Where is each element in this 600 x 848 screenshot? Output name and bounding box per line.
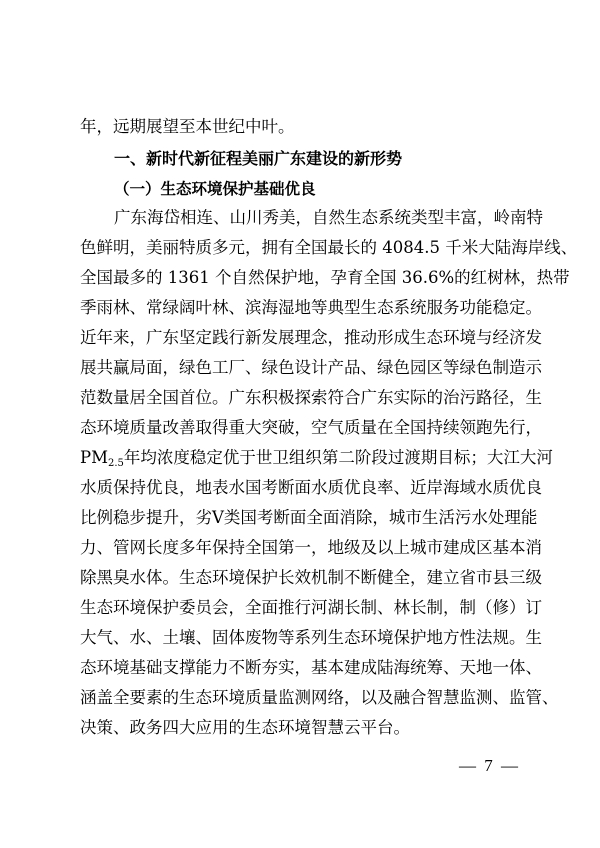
body-line: 全国最多的 1361 个自然保护地，孕育全国 36.6%的红树林，热带: [80, 268, 570, 287]
body-line: 决策、政务四大应用的生态环境智慧云平台。: [80, 718, 410, 737]
body-line: 比例稳步提升，劣Ⅴ类国考断面全面消除，城市生活污水处理能: [80, 508, 538, 527]
body-line-pm25: [80, 443, 553, 473]
section-heading: 一、新时代新征程美丽广东建设的新形势: [114, 149, 403, 168]
body-line: 态环境质量改善取得重大突破，空气质量在全国持续领跑先行，: [80, 418, 542, 437]
body-line: 生态环境保护委员会，全面推行河湖长制、林长制，制（修）订: [80, 598, 542, 617]
body-line: 水质保持优良，地表水国考断面水质优良率、近岸海域水质优良: [80, 478, 542, 497]
body-line: 涵盖全要素的生态环境质量监测网络，以及融合智慧监测、监管、: [80, 688, 559, 707]
body-line: 态环境基础支撑能力不断夯实，基本建成陆海统筹、天地一体、: [80, 658, 542, 677]
page-number: — 7 —: [459, 756, 520, 775]
body-line: 广东海岱相连、山川秀美，自然生态系统类型丰富，岭南特: [114, 208, 543, 227]
paragraph-continuation: 年，远期展望至本世纪中叶。: [80, 117, 295, 136]
body-line: 色鲜明，美丽特质多元，拥有全国最长的 4084.5 千米大陆海岸线、: [80, 238, 578, 257]
body-line: 展共赢局面，绿色工厂、绿色设计产品、绿色园区等绿色制造示: [80, 358, 542, 377]
body-line: 季雨林、常绿阔叶林、滨海湿地等典型生态系统服务功能稳定。: [80, 298, 542, 317]
pm-line-text: 年均浓度稳定优于世卫组织第二阶段过渡期目标；大江大河: [123, 448, 553, 467]
body-line: 除黑臭水体。生态环境保护长效机制不断健全，建立省市县三级: [80, 568, 542, 587]
body-line: 范数量居全国首位。广东积极探索符合广东实际的治污路径，生: [80, 388, 542, 407]
body-line: 大气、水、土壤、固体废物等系列生态环境保护地方性法规。生: [80, 628, 542, 647]
subsection-heading: （一）生态环境保护基础优良: [114, 180, 316, 198]
pm-label: PM: [80, 448, 108, 467]
pm-subscript: 2.5: [108, 458, 124, 469]
body-line: 力、管网长度多年保持全国第一，地级及以上城市建成区基本消: [80, 538, 542, 557]
body-line: 近年来，广东坚定践行新发展理念，推动形成生态环境与经济发: [80, 328, 542, 347]
